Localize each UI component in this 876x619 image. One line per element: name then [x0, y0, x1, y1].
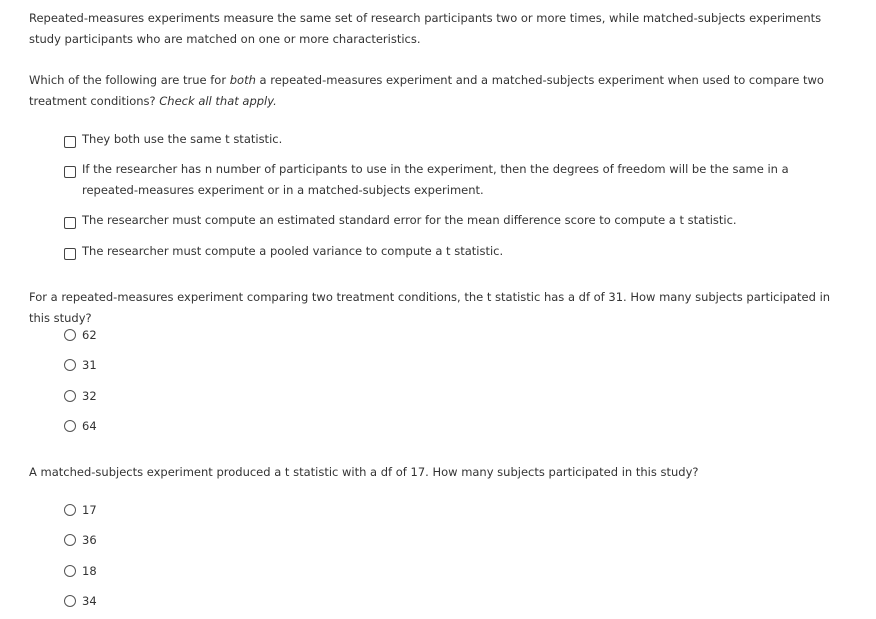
question-1-prompt-start: Which of the following are true for	[29, 73, 230, 87]
question-3-option-4[interactable]	[64, 594, 97, 608]
option-label: If the researcher has n number of participants to use in the experiment, then the degrees of freedom will be the same in a repeated-measures experiment or in a matched-subjects experiment.	[82, 162, 789, 197]
option-label: 18	[82, 564, 97, 578]
option-label: They both use the same t statistic.	[82, 132, 283, 146]
question-1-instruction: Check all that apply.	[159, 94, 277, 108]
option-label: The researcher must compute a pooled variance to compute a t statistic.	[82, 244, 504, 258]
question-1-option-4[interactable]	[64, 245, 812, 262]
checkbox[interactable]	[64, 217, 76, 229]
question-3-option-1[interactable]	[64, 503, 97, 517]
option-label: 36	[82, 533, 97, 547]
radio-button[interactable]	[64, 390, 76, 402]
radio-button[interactable]	[64, 504, 76, 516]
question-3-option-2[interactable]	[64, 533, 97, 547]
option-label: 31	[82, 358, 97, 372]
radio-button[interactable]	[64, 329, 76, 341]
checkbox[interactable]	[64, 166, 76, 178]
question-1-option-2[interactable]	[64, 163, 812, 201]
question-2-option-4[interactable]	[64, 419, 97, 433]
question-2-option-2[interactable]	[64, 358, 97, 372]
question-1-option-1[interactable]	[64, 133, 812, 150]
question-1-prompt-end: a repeated-measures experiment and a matched-subjects experiment when used to compare two treatment conditions?	[29, 73, 824, 108]
question-2-option-1[interactable]	[64, 328, 97, 342]
question-1-prompt-emphasis: both	[229, 73, 256, 87]
question-3-prompt: A matched-subjects experiment produced a t statistic with a df of 17. How many subjects participated in this study?	[29, 465, 699, 479]
checkbox[interactable]	[64, 248, 76, 260]
option-label: The researcher must compute an estimated standard error for the mean difference score to compute a t statistic.	[82, 213, 737, 227]
option-label: 64	[82, 419, 97, 433]
question-2-prompt: For a repeated-measures experiment comparing two treatment conditions, the t statistic has a df of 31. How many subjects participated in this study?	[29, 290, 831, 325]
radio-button[interactable]	[64, 595, 76, 607]
option-label: 62	[82, 328, 97, 342]
intro-paragraph: Repeated-measures experiments measure the same set of research participants two or more times, while matched-subjects experiments study participants who are matched on one or more characteristics.	[29, 11, 822, 46]
option-label: 32	[82, 389, 97, 403]
radio-button[interactable]	[64, 420, 76, 432]
question-2-option-3[interactable]	[64, 389, 97, 403]
question-1-prompt	[29, 70, 849, 112]
question-1-option-3[interactable]	[64, 214, 812, 231]
question-3-option-3[interactable]	[64, 564, 97, 578]
radio-button[interactable]	[64, 534, 76, 546]
checkbox[interactable]	[64, 136, 76, 148]
radio-button[interactable]	[64, 359, 76, 371]
radio-button[interactable]	[64, 565, 76, 577]
option-label: 34	[82, 594, 97, 608]
option-label: 17	[82, 503, 97, 517]
